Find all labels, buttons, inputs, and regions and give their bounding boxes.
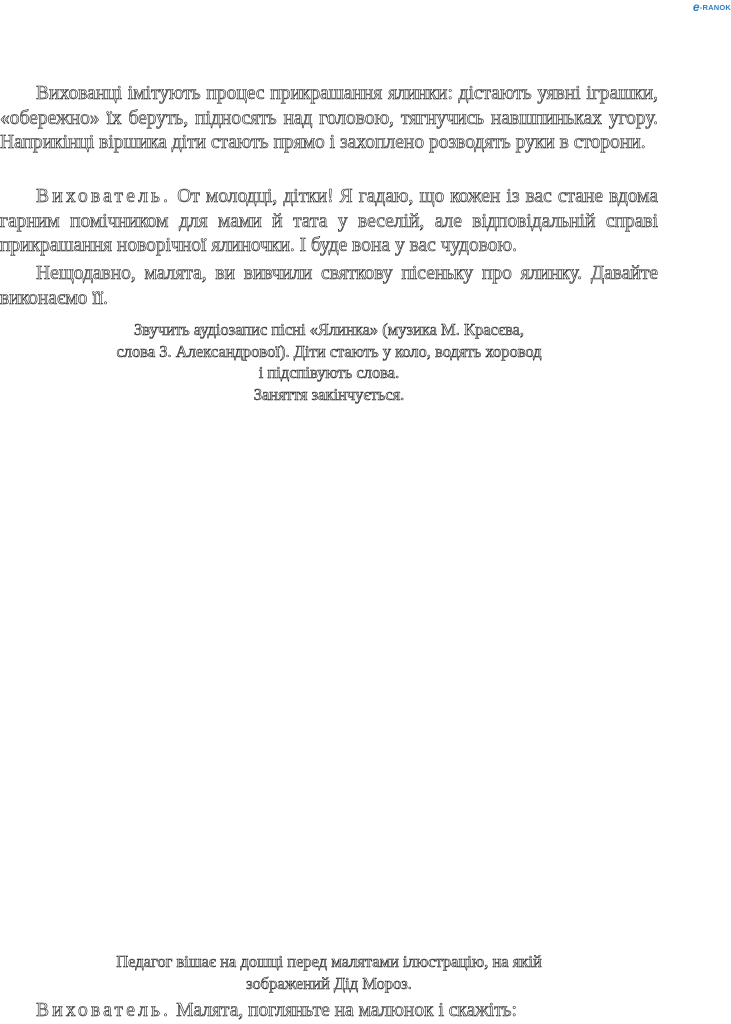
publisher-logo [693, 1, 731, 13]
paragraph-teacher-question [0, 999, 658, 1024]
teacher-question-text: Малята, погляньте на малюнок і скажіть: [171, 1000, 517, 1021]
paragraph-teacher-praise [0, 185, 658, 259]
teacher-praise-text: От молодці, дітки! Я гадаю, що кожен із вас стане вдома гарним помічником для мами й тата у веселій, але відповідальній справі прикрашання новорічної ялиночки. І буде вона у вас чудовою. [0, 186, 658, 256]
paragraph-song-intro: Нещодавно, малята, ви вивчили святкову пісеньку про ялинку. Давайте виконаємо її. [0, 263, 658, 309]
stage-direction-line: і підспівують слова. [258, 363, 400, 382]
publisher-logo-e: e [692, 0, 700, 14]
speaker-label: Вихователь. [36, 1000, 172, 1021]
stage-direction-line: слова З. Александрової). Діти стають у коло, водять хоровод [116, 341, 542, 361]
paragraph-pupils-imitate: Вихованці імітують процес прикрашання ялинки: дістають уявні іграшки, «обережно» їх беруть, підносять над головою, тягнучись навшпиньках угору. Наприкінці віршика діти стають прямо і захоплено розводять руки в сторони. [0, 83, 658, 153]
stage-direction-line: зображений Дід Мороз. [246, 973, 412, 993]
stage-direction-line: Педагог вішає на дошці перед малятами ілюстрацію, на якій [116, 952, 542, 971]
stage-direction-song [0, 319, 658, 405]
stage-direction-line: Заняття закінчується. [253, 384, 405, 404]
stage-direction-line: Звучить аудіозапис пісні «Ялинка» (музика М. Красєва, [134, 320, 524, 339]
stage-direction-illustration [0, 951, 658, 994]
publisher-logo-text: -RANOK [699, 2, 731, 12]
speaker-label: Вихователь. [36, 186, 172, 207]
